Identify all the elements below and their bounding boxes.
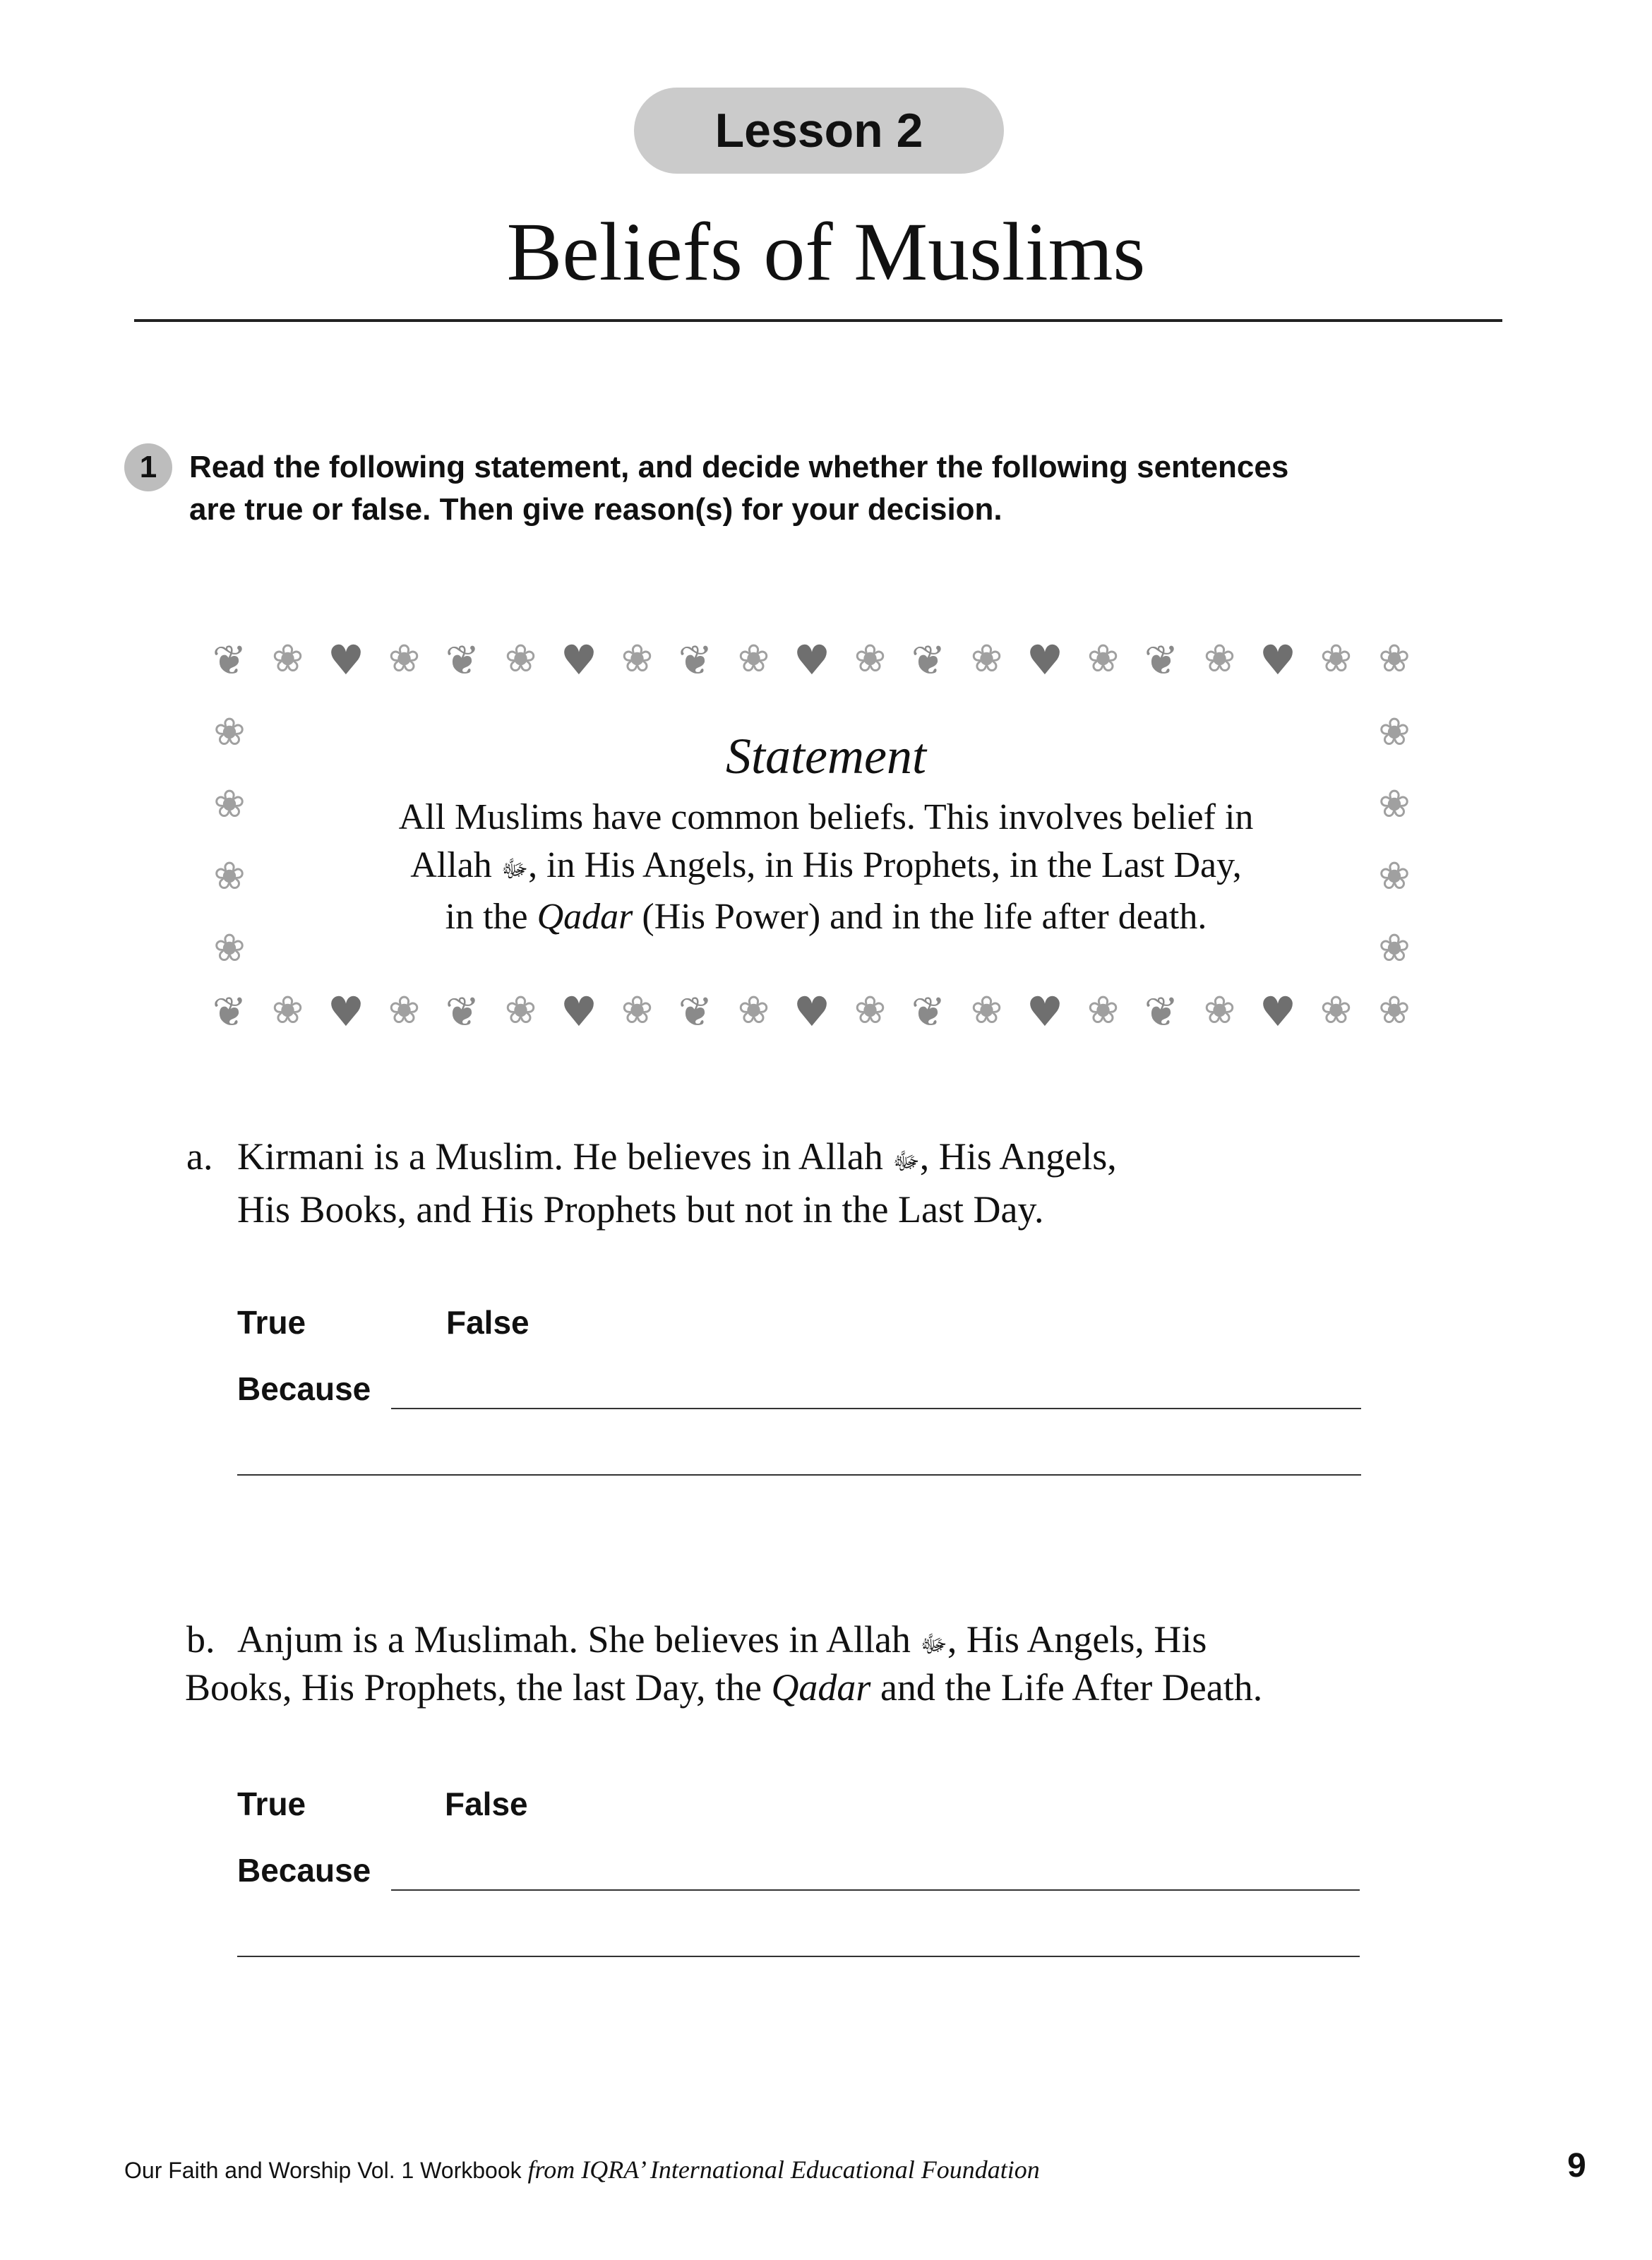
- statement-line-2-pre: Allah: [410, 845, 501, 885]
- leaf-heart-ornament-icon: ❦: [445, 636, 480, 684]
- heart-ornament-icon: ♥: [794, 636, 830, 684]
- heart-ornament-icon: ♥: [1026, 988, 1063, 1036]
- flower-ornament-icon: ❀: [1319, 988, 1353, 1032]
- flower-ornament-icon: ❀: [271, 988, 304, 1032]
- question-b-line-1-post: , His Angels, His: [947, 1618, 1207, 1661]
- leaf-heart-ornament-icon: ❦: [678, 988, 713, 1036]
- flower-ornament-icon: ❀: [854, 636, 887, 681]
- question-b-line-1-pre: Anjum is a Muslimah. She believes in Allah: [237, 1618, 921, 1661]
- page-number: 9: [1567, 2147, 1586, 2184]
- flower-ornament-icon: ❀: [1087, 636, 1120, 681]
- question-b-false-option[interactable]: False: [445, 1786, 528, 1822]
- flower-ornament-icon: ❀: [388, 636, 421, 681]
- flower-ornament-icon: ❀: [504, 988, 537, 1032]
- question-b-line-2-pre: Books, His Prophets, the last Day, the: [185, 1666, 772, 1709]
- heart-ornament-icon: ♥: [561, 636, 597, 684]
- heart-ornament-icon: ♥: [328, 988, 364, 1036]
- question-a-false-option[interactable]: False: [446, 1304, 529, 1341]
- flower-ornament-icon: ❀: [1319, 636, 1353, 681]
- flower-ornament-icon: ❀: [1087, 988, 1120, 1032]
- flower-ornament-icon: ❀: [1378, 782, 1411, 826]
- exercise-number-badge: 1: [124, 443, 172, 491]
- flower-ornament-icon: ❀: [1378, 988, 1411, 1032]
- question-a-line-1-pre: Kirmani is a Muslim. He believes in Allah: [237, 1135, 893, 1178]
- leaf-heart-ornament-icon: ❦: [911, 636, 946, 684]
- flower-ornament-icon: ❀: [970, 636, 1003, 681]
- honorific-icon: ﷻ: [920, 1630, 947, 1658]
- footer-credit: [124, 2155, 1040, 2184]
- honorific-icon: ﷻ: [892, 1147, 920, 1176]
- leaf-heart-ornament-icon: ❦: [911, 988, 946, 1036]
- flower-ornament-icon: ❀: [271, 636, 304, 681]
- statement-line-2-post: , in His Angels, in His Prophets, in the Last Day,: [528, 845, 1242, 885]
- question-a-answer-line-1[interactable]: [391, 1408, 1361, 1409]
- flower-ornament-icon: ❀: [388, 988, 421, 1032]
- statement-border-bottom: [205, 988, 1419, 1036]
- flower-ornament-icon: ❀: [1378, 854, 1411, 898]
- page-title: Beliefs of Muslims: [506, 205, 1146, 298]
- heart-ornament-icon: ♥: [1259, 636, 1296, 684]
- question-a-text: [237, 1132, 1437, 1233]
- heart-ornament-icon: ♥: [328, 636, 364, 684]
- footer-book-title: Our Faith and Worship Vol. 1 Workbook: [124, 2158, 528, 2183]
- flower-ornament-icon: ❀: [1378, 710, 1411, 754]
- statement-line-3-pre: in the: [445, 897, 537, 937]
- exercise-instruction: [189, 446, 1460, 531]
- flower-ornament-icon: ❀: [737, 636, 770, 681]
- question-b-qadar: Qadar: [771, 1666, 871, 1709]
- heart-ornament-icon: ♥: [1026, 636, 1063, 684]
- instruction-line-2: are true or false. Then give reason(s) for your decision.: [189, 492, 1002, 527]
- flower-ornament-icon: ❀: [1378, 636, 1411, 681]
- question-b-because-label: Because: [237, 1852, 371, 1889]
- heart-ornament-icon: ♥: [794, 988, 830, 1036]
- question-a-letter: a.: [186, 1135, 213, 1178]
- lesson-badge: Lesson 2: [634, 88, 1004, 174]
- heart-ornament-icon: ♥: [1259, 988, 1296, 1036]
- statement-line-3-post: (His Power) and in the life after death.: [633, 897, 1207, 937]
- question-a-line-1-post: , His Angels,: [919, 1135, 1117, 1178]
- question-a-answer-line-2[interactable]: [237, 1474, 1361, 1476]
- honorific-icon: ﷻ: [501, 855, 529, 883]
- leaf-heart-ornament-icon: ❦: [1144, 636, 1179, 684]
- instruction-line-1: Read the following statement, and decide whether the following sentences: [189, 450, 1289, 484]
- statement-qadar: Qadar: [537, 897, 633, 937]
- footer-publisher: from IQRA’ International Educational Foundation: [527, 2156, 1040, 2184]
- flower-ornament-icon: ❀: [213, 710, 246, 754]
- question-b-line-2-post: and the Life After Death.: [870, 1666, 1263, 1709]
- leaf-heart-ornament-icon: ❦: [445, 988, 480, 1036]
- statement-border-top: [205, 636, 1419, 684]
- leaf-heart-ornament-icon: ❦: [1144, 988, 1179, 1036]
- question-b-text-line-1: [237, 1615, 1437, 1668]
- question-b-text-line-2: [185, 1663, 1456, 1711]
- statement-line-1: All Muslims have common beliefs. This involves belief in: [398, 797, 1254, 837]
- flower-ornament-icon: ❀: [737, 988, 770, 1032]
- leaf-heart-ornament-icon: ❦: [212, 988, 247, 1036]
- flower-ornament-icon: ❀: [621, 636, 654, 681]
- question-a-because-label: Because: [237, 1370, 371, 1407]
- flower-ornament-icon: ❀: [1203, 988, 1236, 1032]
- flower-ornament-icon: ❀: [213, 782, 246, 826]
- question-a-line-2: His Books, and His Prophets but not in the Last Day.: [237, 1188, 1044, 1231]
- statement-heading: Statement: [726, 728, 926, 784]
- flower-ornament-icon: ❀: [1378, 926, 1411, 970]
- question-b-answer-line-1[interactable]: [391, 1889, 1360, 1891]
- title-divider: [134, 319, 1502, 322]
- flower-ornament-icon: ❀: [213, 854, 246, 898]
- flower-ornament-icon: ❀: [1203, 636, 1236, 681]
- heart-ornament-icon: ♥: [561, 988, 597, 1036]
- flower-ornament-icon: ❀: [504, 636, 537, 681]
- leaf-heart-ornament-icon: ❦: [678, 636, 713, 684]
- statement-body: [297, 794, 1355, 941]
- flower-ornament-icon: ❀: [213, 926, 246, 970]
- question-b-letter: b.: [186, 1618, 215, 1661]
- question-a-true-option[interactable]: True: [237, 1304, 306, 1341]
- leaf-heart-ornament-icon: ❦: [212, 636, 247, 684]
- question-b-answer-line-2[interactable]: [237, 1956, 1360, 1957]
- flower-ornament-icon: ❀: [854, 988, 887, 1032]
- flower-ornament-icon: ❀: [970, 988, 1003, 1032]
- flower-ornament-icon: ❀: [621, 988, 654, 1032]
- question-b-true-option[interactable]: True: [237, 1786, 306, 1822]
